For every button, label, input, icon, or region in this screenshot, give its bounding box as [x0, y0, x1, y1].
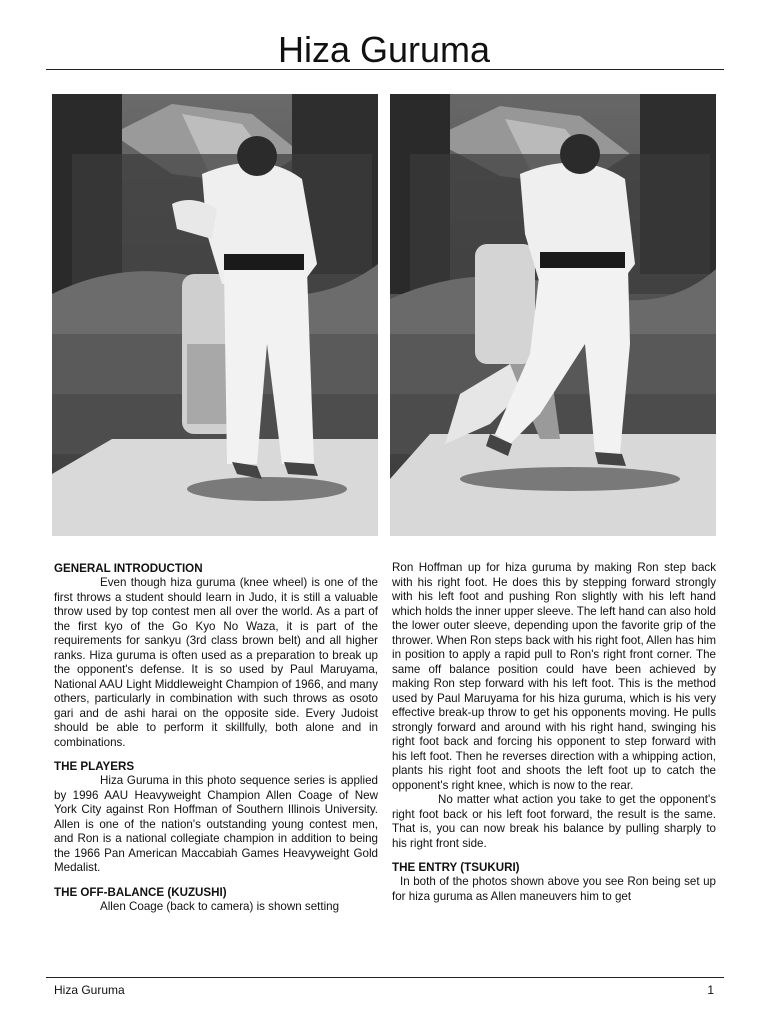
- general-introduction-heading: GENERAL INTRODUCTION: [54, 562, 203, 575]
- right-text-column: [392, 561, 716, 904]
- footer-divider: [46, 977, 724, 978]
- the-entry-heading: THE ENTRY (TSUKURI): [392, 861, 520, 874]
- photo-2-illustration: [390, 94, 716, 536]
- judo-photo-1: [52, 94, 378, 536]
- off-balance-paragraph: Allen Coage (back to camera) is shown setting: [100, 899, 340, 913]
- page-title: Hiza Guruma: [277, 29, 491, 70]
- footer-title: Hiza Guruma: [54, 983, 125, 997]
- off-balance-heading: THE OFF-BALANCE (KUZUSHI): [54, 885, 227, 899]
- off-balance-continued-paragraph: Ron Hoffman up for hiza guruma by making Ron step back with his right foot. He does this by stepping forward strongly with his left foot and pushing Ron slightly with his left hand which holds the inner upper sleeve. The left hand can also hold the lower outer sleeve, depending upon the favorite grip of the thrower. When Ron steps back with his right foot, Allen has him in position to apply a rapid pull to Ron's right front corner. The same off balance position could have been achieved by making Ron step forward with his left foot. This is the method used by Paul Maruyama for his hiza guruma, which is his very effective break-up throw to get his opponents moving. He pulls strongly forward and around with his right hand, swinging his right foot back and forcing his opponent to step forward with his left foot. Then he reverses direction with a whipping action, plants his right foot and shoots the left foot up to catch the opponent's right knee, which is now to the rear.: [392, 561, 716, 792]
- no-matter-paragraph: No matter what action you take to get the opponent's right foot back or his left foot forward, the result is the same. That is, you can now break his balance by pulling sharply to his right front side.: [392, 793, 716, 850]
- judo-photo-2: [390, 94, 716, 536]
- page-number: 1: [707, 983, 714, 997]
- left-text-column: [54, 561, 378, 914]
- the-entry-paragraph: In both of the photos shown above you see Ron being set up for hiza guruma as Allen maneuvers him to get: [392, 875, 716, 903]
- the-players-paragraph: Hiza Guruma in this photo sequence series is applied by 1996 AAU Heavyweight Champion Allen Coage of New York City against Ron Hoffman of Southern Illinois University. Allen is one of the nation's outstanding young contest men, and Ron is a national collegiate champion in addition to being the 1966 Pan American Maccabiah Games Heavyweight Gold Medalist.: [54, 774, 378, 874]
- general-introduction-paragraph: Even though hiza guruma (knee wheel) is one of the first throws a student should learn in Judo, it is still a valuable throw used by top contest men all over the world. As a part of the first kyo of the Go Kyo No Waza, it is part of the requirements for sankyu (3rd class brown belt) and all higher ranks. Hiza guruma is often used as a preparation to break up the opponent's defense. It is so used by Paul Maruyama, National AAU Light Middleweight Champion of 1966, and many others, particularly in combination with such throws as osoto gari and de ashi harai on the opposite side. Every Judoist should be able to perform it skillfully, both alone and in combinations.: [54, 576, 378, 749]
- the-players-heading: THE PLAYERS: [54, 760, 135, 773]
- title-divider: [46, 69, 724, 70]
- photo-1-illustration: [52, 94, 378, 536]
